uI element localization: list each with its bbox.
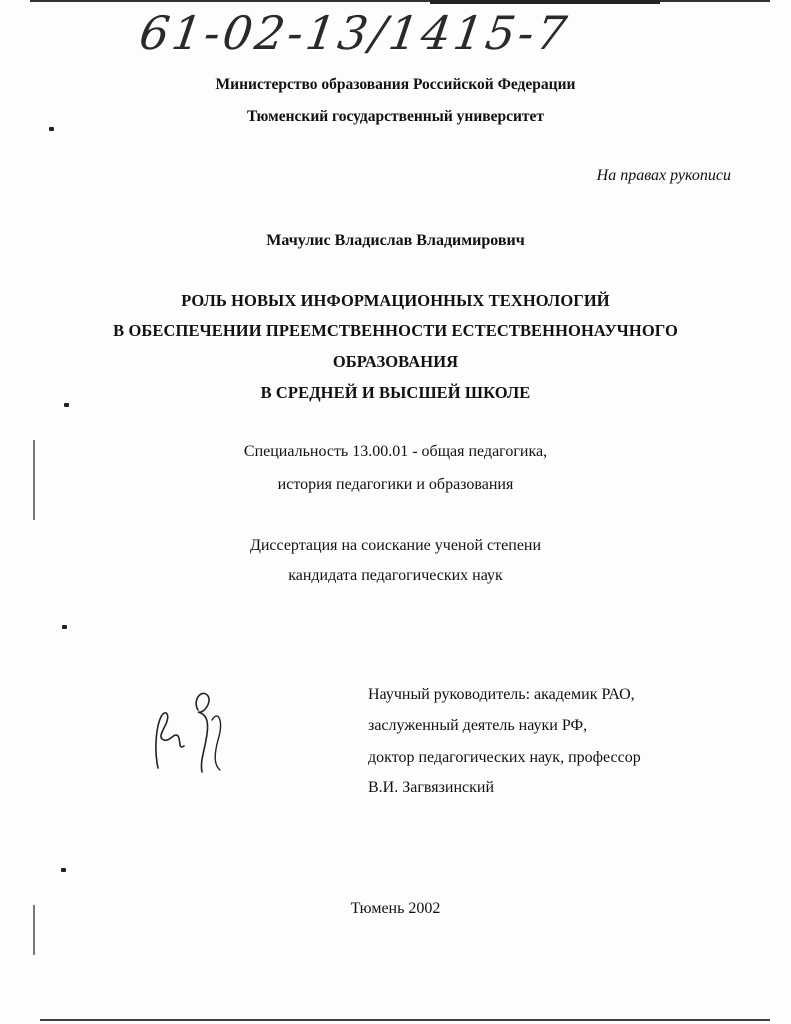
title-line-4: В СРЕДНЕЙ И ВЫСШЕЙ ШКОЛЕ xyxy=(260,383,531,402)
dissertation-line-2: кандидата педагогических наук xyxy=(288,567,503,584)
handwritten-signature xyxy=(148,680,228,775)
scan-bottom-rule xyxy=(40,1019,770,1021)
scan-top-rule-thick xyxy=(430,0,660,4)
university-heading: Тюменский государственный университет xyxy=(246,108,545,125)
scan-margin-line xyxy=(33,440,35,520)
advisor-line-4: В.И. Загвязинский xyxy=(368,779,495,796)
advisor-line-1: Научный руководитель: академик РАО, xyxy=(368,686,635,703)
binder-hole-mark xyxy=(61,868,66,872)
binder-hole-mark xyxy=(49,127,54,131)
dissertation-line-1: Диссертация на соискание ученой степени xyxy=(249,537,542,554)
title-line-3: ОБРАЗОВАНИЯ xyxy=(332,352,459,371)
title-line-1: РОЛЬ НОВЫХ ИНФОРМАЦИОННЫХ ТЕХНОЛОГИЙ xyxy=(181,291,610,310)
binder-hole-mark xyxy=(64,403,69,407)
scan-margin-line xyxy=(33,905,35,955)
advisor-line-2: заслуженный деятель науки РФ, xyxy=(368,717,588,734)
title-line-2: В ОБЕСПЕЧЕНИИ ПРЕЕМСТВЕННОСТИ ЕСТЕСТВЕННОНАУЧНОГО xyxy=(113,321,678,340)
ministry-heading: Министерство образования Российской Федерации xyxy=(215,76,576,93)
specialty-line-2: история педагогики и образования xyxy=(277,476,514,493)
advisor-line-3: доктор педагогических наук, профессор xyxy=(368,749,641,766)
author-name: Мачулис Владислав Владимирович xyxy=(266,232,525,249)
city-year: Тюмень 2002 xyxy=(350,900,441,917)
handwritten-archive-code: 61-02-13/1415-7 xyxy=(136,6,573,60)
binder-hole-mark xyxy=(62,625,67,629)
rights-note: На правах рукописи xyxy=(596,167,731,184)
specialty-line-1: Специальность 13.00.01 - общая педагогика, xyxy=(243,443,548,460)
